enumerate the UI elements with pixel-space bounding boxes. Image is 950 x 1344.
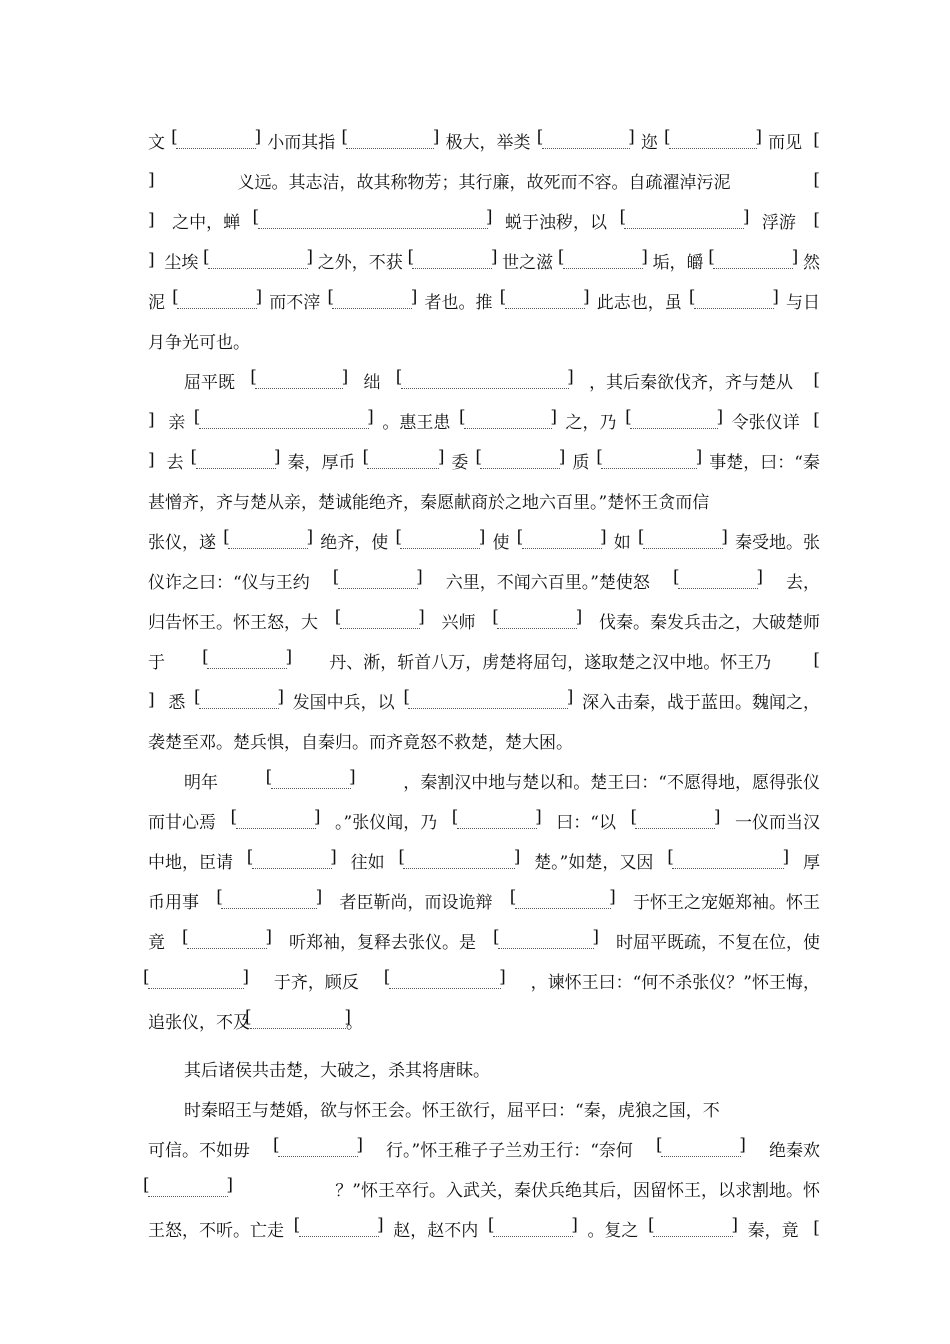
text-segment: 之，乃 bbox=[565, 412, 617, 433]
text-line bbox=[148, 320, 820, 360]
fill-in-blank[interactable] bbox=[672, 851, 784, 869]
text-segment: 赵，赵不内 bbox=[393, 1220, 479, 1241]
bracket: [ bbox=[813, 130, 820, 150]
fill-in-blank[interactable] bbox=[635, 811, 715, 829]
fill-in-blank[interactable] bbox=[176, 131, 256, 149]
text-line bbox=[148, 1048, 820, 1088]
bracket: [ bbox=[813, 650, 820, 670]
text-line bbox=[148, 760, 820, 800]
fill-in-blank[interactable] bbox=[457, 811, 537, 829]
text-segment: 使 bbox=[492, 532, 510, 553]
text-line bbox=[148, 1168, 820, 1208]
text-line bbox=[148, 400, 820, 440]
fill-in-blank[interactable] bbox=[278, 1139, 358, 1157]
fill-in-blank[interactable] bbox=[187, 931, 267, 949]
text-segment: 厚 bbox=[802, 852, 820, 873]
fill-in-blank[interactable] bbox=[669, 131, 757, 149]
text-segment: 归告怀王。怀王怒，大 bbox=[148, 612, 318, 633]
text-segment: 袭楚至邓。楚兵惧，自秦归。而齐竟怒不救楚，楚大困。 bbox=[148, 732, 573, 753]
text-line bbox=[148, 880, 820, 920]
text-segment: 令张仪详 bbox=[731, 412, 800, 433]
text-segment: 一仪而当汉 bbox=[735, 812, 820, 833]
fill-in-blank[interactable] bbox=[346, 131, 434, 149]
text-segment: 尘埃 bbox=[164, 252, 199, 273]
fill-in-blank[interactable] bbox=[199, 691, 279, 709]
text-segment: 之中，蝉 bbox=[172, 212, 241, 233]
text-segment: 其后诸侯共击楚，大破之，杀其将唐眜。 bbox=[184, 1060, 490, 1081]
fill-in-blank[interactable] bbox=[255, 371, 343, 389]
text-line bbox=[148, 640, 820, 680]
fill-in-blank[interactable] bbox=[661, 1139, 741, 1157]
text-segment: 蜕于浊秽，以 bbox=[505, 212, 607, 233]
fill-in-blank[interactable] bbox=[653, 1219, 733, 1237]
text-segment: 币用事 bbox=[148, 892, 199, 913]
text-segment: 月争光可也。 bbox=[148, 332, 250, 353]
text-segment: 王怒，不听。亡走 bbox=[148, 1220, 284, 1241]
text-line bbox=[148, 440, 820, 480]
text-segment: 泥 bbox=[148, 292, 165, 313]
text-segment: 迩 bbox=[640, 132, 658, 153]
text-line bbox=[148, 840, 820, 880]
text-line bbox=[148, 680, 820, 720]
bracket: ] bbox=[148, 690, 155, 710]
text-segment: 伐秦。秦发兵击之，大破楚师 bbox=[599, 612, 820, 633]
text-segment: ，谏怀王曰：“何不杀张仪？”怀王悔， bbox=[530, 972, 820, 993]
text-segment: 。”张仪闻，乃 bbox=[335, 812, 438, 833]
fill-in-blank[interactable] bbox=[208, 251, 308, 269]
text-segment: 绌 bbox=[363, 372, 381, 393]
text-segment: 悉 bbox=[168, 692, 186, 713]
fill-in-blank[interactable] bbox=[250, 1011, 346, 1029]
text-segment: 委 bbox=[451, 452, 469, 473]
text-segment: 者臣靳尚，而设诡辩 bbox=[339, 892, 493, 913]
text-segment: 义远。其志洁，故其称物芳；其行廉，故死而不容。自疏濯淖污泥 bbox=[237, 172, 731, 193]
text-segment: 追张仪，不及 bbox=[148, 1012, 250, 1033]
text-segment: 深入击秦，战于蓝田。魏闻之， bbox=[582, 692, 820, 713]
fill-in-blank[interactable] bbox=[177, 291, 257, 309]
fill-in-blank[interactable] bbox=[505, 291, 585, 309]
text-line bbox=[148, 240, 820, 280]
fill-in-blank[interactable] bbox=[299, 1219, 379, 1237]
bracket: [ bbox=[813, 370, 820, 390]
fill-in-blank[interactable] bbox=[601, 451, 697, 469]
bracket: ] bbox=[148, 170, 155, 190]
fill-in-blank[interactable] bbox=[338, 571, 418, 589]
text-segment: 秦受地。张 bbox=[735, 532, 820, 553]
fill-in-blank[interactable] bbox=[196, 451, 276, 469]
text-line bbox=[148, 720, 820, 760]
bracket: ] bbox=[148, 410, 155, 430]
text-line bbox=[148, 520, 820, 560]
text-segment: 。 bbox=[346, 1012, 363, 1033]
text-line bbox=[148, 360, 820, 400]
fill-in-blank[interactable] bbox=[367, 451, 439, 469]
text-segment: 去， bbox=[785, 572, 820, 593]
text-segment: 之外，不获 bbox=[317, 252, 403, 273]
bracket: ] bbox=[148, 450, 155, 470]
text-segment: 者也。推 bbox=[424, 292, 493, 313]
text-segment: 如 bbox=[613, 532, 631, 553]
fill-in-blank[interactable] bbox=[713, 251, 793, 269]
text-segment: 浮游 bbox=[761, 212, 796, 233]
fill-in-blank[interactable] bbox=[221, 891, 317, 909]
text-segment: ，其后秦欲伐齐，齐与楚从 bbox=[589, 372, 794, 393]
text-segment: 楚。”如楚，又因 bbox=[534, 852, 654, 873]
text-line bbox=[148, 280, 820, 320]
fill-in-blank[interactable] bbox=[498, 931, 594, 949]
fill-in-blank[interactable] bbox=[542, 131, 630, 149]
text-segment: 听郑袖，复释去张仪。是 bbox=[289, 932, 476, 953]
fill-in-blank[interactable] bbox=[694, 291, 774, 309]
text-segment: 丹、淅，斩首八万，虏楚将屈匄，遂取楚之汉中地。怀王乃 bbox=[329, 652, 772, 673]
text-segment: ？”怀王卒行。入武关，秦伏兵绝其后，因留怀王，以求割地。怀 bbox=[335, 1180, 820, 1201]
text-segment: 去 bbox=[166, 452, 184, 473]
text-line bbox=[148, 800, 820, 840]
text-line bbox=[148, 120, 820, 160]
bracket: [ bbox=[813, 210, 820, 230]
text-segment: 亲 bbox=[168, 412, 186, 433]
text-segment: 世之滋 bbox=[502, 252, 554, 273]
fill-in-blank[interactable] bbox=[630, 411, 718, 429]
text-segment: 行。”怀王稚子子兰劝王行：“奈何 bbox=[386, 1140, 633, 1161]
text-segment: 而不滓 bbox=[269, 292, 321, 313]
fill-in-blank[interactable] bbox=[464, 411, 552, 429]
text-segment: 兴师 bbox=[441, 612, 476, 633]
fill-in-blank[interactable] bbox=[408, 691, 568, 709]
text-segment: 六里，不闻六百里。”楚使怒 bbox=[445, 572, 650, 593]
text-segment: 文 bbox=[148, 132, 165, 153]
text-segment: 中地，臣请 bbox=[148, 852, 233, 873]
text-segment: 可信。不如毋 bbox=[148, 1140, 250, 1161]
text-segment: 绝秦欢 bbox=[768, 1140, 820, 1161]
text-line bbox=[148, 1208, 820, 1248]
text-segment: 秦，厚币 bbox=[287, 452, 356, 473]
text-line bbox=[148, 200, 820, 240]
bracket: [ bbox=[813, 170, 820, 190]
text-segment: 仪诈之曰：“仪与王约 bbox=[148, 572, 310, 593]
fill-in-blank[interactable] bbox=[401, 371, 569, 389]
text-segment: 。复之 bbox=[587, 1220, 639, 1241]
text-segment: 与日 bbox=[786, 292, 820, 313]
text-segment: 。惠王患 bbox=[382, 412, 451, 433]
fill-in-blank[interactable] bbox=[403, 851, 515, 869]
text-segment: 张仪，遂 bbox=[148, 532, 216, 553]
text-line bbox=[148, 560, 820, 600]
text-segment: 于怀王之宠姬郑袖。怀王 bbox=[633, 892, 820, 913]
fill-in-blank[interactable] bbox=[252, 851, 332, 869]
document-page bbox=[148, 120, 820, 1248]
fill-in-blank[interactable] bbox=[493, 1219, 573, 1237]
bracket: [ bbox=[813, 410, 820, 430]
fill-in-blank[interactable] bbox=[497, 611, 577, 629]
text-segment: 往如 bbox=[350, 852, 385, 873]
text-segment: 于齐，顾反 bbox=[273, 972, 359, 993]
text-line bbox=[148, 1088, 820, 1128]
text-line bbox=[148, 600, 820, 640]
text-line bbox=[148, 1128, 820, 1168]
fill-in-blank[interactable] bbox=[148, 971, 244, 989]
fill-in-blank[interactable] bbox=[258, 211, 488, 229]
text-segment: 事楚，曰：“秦 bbox=[709, 452, 820, 473]
text-segment: 甚憎齐，齐与楚从亲，楚诚能绝齐，秦愿献商於之地六百里。”楚怀王贪而信 bbox=[148, 492, 710, 513]
text-line bbox=[148, 160, 820, 200]
fill-in-blank[interactable] bbox=[340, 611, 420, 629]
text-segment: 时秦昭王与楚婚，欲与怀王会。怀王欲行，屈平曰：“秦，虎狼之国，不 bbox=[184, 1100, 720, 1121]
text-segment: 此志也，虽 bbox=[596, 292, 682, 313]
fill-in-blank[interactable] bbox=[480, 451, 560, 469]
fill-in-blank[interactable] bbox=[332, 291, 412, 309]
text-segment: 时屈平既疏，不复在位，使 bbox=[616, 932, 820, 953]
bracket: ] bbox=[148, 250, 155, 270]
fill-in-blank[interactable] bbox=[412, 251, 492, 269]
text-segment: 秦，竟 bbox=[747, 1220, 799, 1241]
fill-in-blank[interactable] bbox=[678, 571, 758, 589]
text-segment: 绝齐，使 bbox=[320, 532, 389, 553]
text-segment: 垢，皭 bbox=[652, 252, 704, 273]
fill-in-blank[interactable] bbox=[643, 531, 723, 549]
fill-in-blank[interactable] bbox=[199, 411, 369, 429]
fill-in-blank[interactable] bbox=[148, 1179, 228, 1197]
text-line bbox=[148, 1000, 820, 1040]
text-segment: 竟 bbox=[148, 932, 165, 953]
text-segment: 质 bbox=[572, 452, 590, 473]
text-segment: 而见 bbox=[768, 132, 803, 153]
text-segment: 曰：“以 bbox=[556, 812, 616, 833]
text-segment: 极大，举类 bbox=[445, 132, 531, 153]
text-segment: 而甘心焉 bbox=[148, 812, 216, 833]
text-segment: 发国中兵，以 bbox=[292, 692, 395, 713]
fill-in-blank[interactable] bbox=[236, 811, 316, 829]
fill-in-blank[interactable] bbox=[271, 771, 351, 789]
fill-in-blank[interactable] bbox=[515, 891, 611, 909]
bracket: ] bbox=[148, 210, 155, 230]
text-line bbox=[148, 480, 820, 520]
text-segment: 然 bbox=[802, 252, 820, 273]
text-segment: 明年 bbox=[184, 772, 218, 793]
text-segment: 屈平既 bbox=[184, 372, 235, 393]
text-segment: 于 bbox=[148, 652, 165, 673]
fill-in-blank[interactable] bbox=[400, 531, 480, 549]
text-line bbox=[148, 920, 820, 960]
text-line bbox=[148, 960, 820, 1000]
fill-in-blank[interactable] bbox=[207, 651, 287, 669]
text-segment: 小而其指 bbox=[267, 132, 336, 153]
fill-in-blank[interactable] bbox=[228, 531, 308, 549]
bracket: [ bbox=[813, 1218, 820, 1238]
fill-in-blank[interactable] bbox=[624, 211, 744, 229]
fill-in-blank[interactable] bbox=[522, 531, 602, 549]
fill-in-blank[interactable] bbox=[389, 971, 501, 989]
fill-in-blank[interactable] bbox=[563, 251, 643, 269]
text-segment: ，秦割汉中地与楚以和。楚王曰：“不愿得地，愿得张仪 bbox=[403, 772, 820, 793]
